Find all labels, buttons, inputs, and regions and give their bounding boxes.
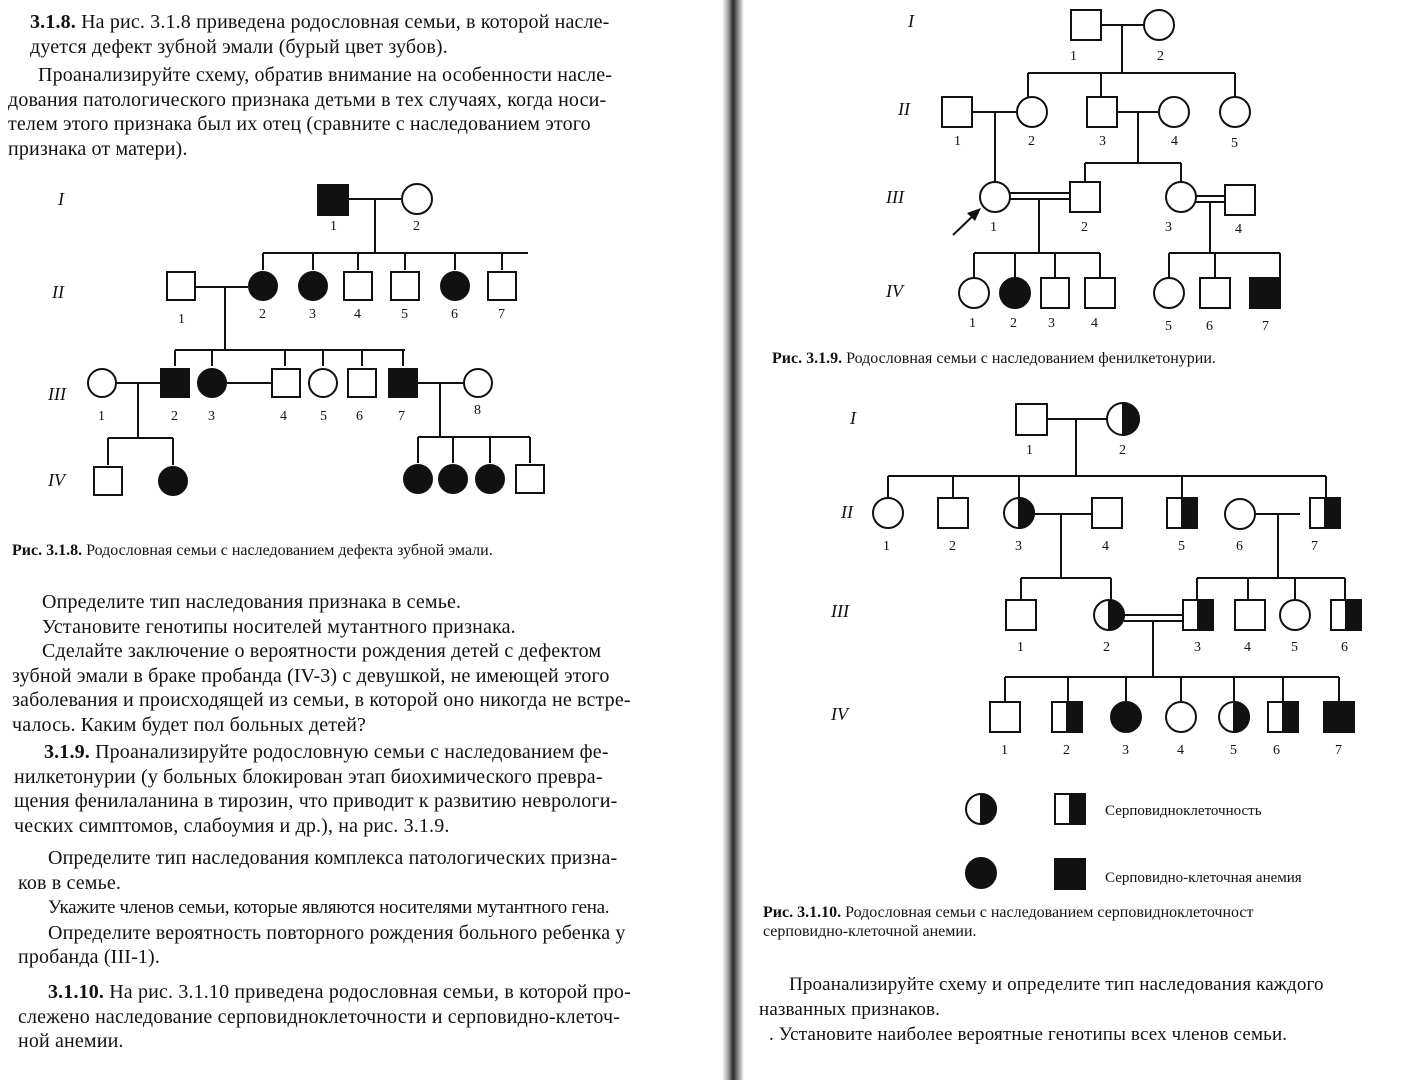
text-line: чалось. Каким будет пол больных детей? (12, 713, 367, 736)
pedigree-female-unaffected (1159, 97, 1189, 127)
individual-number: 7 (398, 409, 405, 424)
text-line: признака от матери). (8, 137, 188, 160)
pedigree-male-affected (1324, 702, 1354, 732)
paragraph-3-1-10 (18, 980, 631, 1054)
individual-number: 1 (1017, 640, 1024, 655)
individual-number: 5 (1165, 319, 1172, 334)
text-line: На рис. 3.1.8 приведена родословная семьи, в которой насле- (81, 11, 610, 33)
pedigree-figure-3-1-10 (745, 390, 1405, 910)
generation-label: IV (831, 704, 848, 724)
individual-number: 5 (1291, 640, 1298, 655)
individual-number: 7 (1262, 319, 1269, 334)
text-line: ков в семье. (18, 871, 122, 894)
problem-number-3-1-10: 3.1.10. (48, 981, 105, 1003)
caption-text: Родословная семьи с наследованием дефекта зубной эмали. (86, 542, 493, 559)
pedigree-female-unaffected (402, 184, 432, 214)
pedigree-female-unaffected (1166, 182, 1196, 212)
pedigree-female-unaffected (1220, 97, 1250, 127)
pedigree-male-unaffected (272, 369, 300, 397)
questions-3-1-9 (18, 846, 626, 970)
text-line: слежено наследование серповидноклеточности и серповидно-клеточ- (18, 1005, 621, 1028)
individual-number: 2 (259, 307, 266, 322)
pedigree-female-unaffected (309, 369, 337, 397)
legend-label-carrier: Серповидноклеточность (1105, 803, 1262, 819)
paragraph-3-1-8-intro (30, 10, 609, 59)
individual-number: 6 (1273, 743, 1280, 758)
text-line: щения фенилаланина в тирозин, что приводит к развитию неврологи- (14, 790, 618, 812)
individual-number: 6 (356, 409, 363, 424)
individual-number: 4 (1171, 134, 1178, 149)
individual-number: 7 (1335, 743, 1342, 758)
individual-number: 2 (1063, 743, 1070, 758)
text-line: Определите тип наследования комплекса патологических призна- (48, 847, 618, 869)
individual-number: 2 (1081, 220, 1088, 235)
text-line: На рис. 3.1.10 приведена родословная семьи, в которой про- (109, 981, 631, 1003)
text-line: Проанализируйте схему и определите тип наследования каждого (789, 974, 1324, 995)
individual-number: 4 (1177, 743, 1184, 758)
pedigree-female-proband (980, 182, 1010, 212)
individual-number: 1 (178, 312, 185, 327)
text-line: Определите тип наследования признака в семье. (42, 591, 462, 613)
pedigree-male-unaffected (1071, 10, 1101, 40)
pedigree-male-unaffected (344, 272, 372, 300)
generation-label: III (831, 601, 849, 621)
pedigree-male-unaffected (1070, 182, 1100, 212)
legend-male-affected-icon (1055, 859, 1085, 889)
caption-text: серповидно-клеточной анемии. (763, 923, 977, 940)
problem-number-3-1-9: 3.1.9. (44, 741, 90, 763)
pedigree-male-unaffected (990, 702, 1020, 732)
text-line: ческих симптомов, слабоумия и др.), на рис. 3.1.9. (14, 814, 450, 837)
figure-caption-3-1-9 (772, 349, 1216, 368)
book-spine (722, 0, 744, 1080)
pedigree-female-affected (159, 467, 187, 495)
individual-number: 7 (498, 307, 505, 322)
text-line: телем этого признака был их отец (сравните с наследованием этого (8, 113, 591, 135)
individual-number: 1 (883, 539, 890, 554)
generation-label: IV (886, 281, 903, 301)
text-line: пробанда (III-1). (18, 946, 161, 968)
legend-female-affected-icon (966, 858, 996, 888)
pedigree-female-affected (249, 272, 277, 300)
pedigree-female-affected (441, 272, 469, 300)
caption-label: Рис. 3.1.8. (12, 542, 83, 559)
pedigree-male-unaffected (1006, 600, 1036, 630)
individual-number: 3 (1015, 539, 1022, 554)
individual-number: 1 (969, 316, 976, 331)
individual-number: 1 (330, 219, 337, 234)
caption-text: Родословная семьи с наследованием фенилкетонурии. (846, 350, 1216, 367)
individual-number: 4 (1235, 222, 1242, 237)
individual-number: 1 (1026, 443, 1033, 458)
pedigree-male-unaffected (348, 369, 376, 397)
individual-number: 1 (1001, 743, 1008, 758)
pedigree-female-unaffected (1154, 278, 1184, 308)
pedigree-female-unaffected (88, 369, 116, 397)
text-line: Определите вероятность повторного рождения больного ребенка у (48, 921, 626, 944)
questions-3-1-8 (12, 590, 631, 737)
individual-number: 6 (1236, 539, 1243, 554)
text-line: Проанализируйте схему, обратив внимание на особенности насле- (38, 64, 613, 86)
individual-number: 5 (320, 409, 327, 424)
pedigree-male-unaffected (1200, 278, 1230, 308)
pedigree-male-unaffected (1225, 185, 1255, 215)
individual-number: 1 (1070, 49, 1077, 64)
individual-number: 5 (401, 307, 408, 322)
generation-label: II (841, 502, 853, 522)
pedigree-female-affected (198, 369, 226, 397)
text-line: зубной эмали в браке пробанда (IV-3) с девушкой, не имеющей этого (12, 664, 610, 687)
generation-label: I (58, 189, 64, 209)
paragraph-3-1-9 (14, 740, 617, 838)
text-line: названных признаков. (759, 999, 941, 1020)
individual-number: 3 (1194, 640, 1201, 655)
individual-number: 6 (451, 307, 458, 322)
generation-label: III (48, 384, 66, 404)
text-line: нилкетонурии (у больных блокирован этап биохимического превра- (14, 765, 603, 788)
pedigree-male-unaffected (94, 467, 122, 495)
pedigree-male-unaffected (1016, 404, 1047, 435)
pedigree-male-unaffected (1235, 600, 1265, 630)
pedigree-figure-3-1-8 (0, 175, 720, 535)
individual-number: 2 (1119, 443, 1126, 458)
individual-number: 3 (1099, 134, 1106, 149)
individual-number: 2 (949, 539, 956, 554)
text-line: дуется дефект зубной эмали (бурый цвет зубов). (30, 35, 448, 58)
pedigree-female-unaffected (1166, 702, 1196, 732)
individual-number: 5 (1230, 743, 1237, 758)
text-line: . Установите наиболее вероятные генотипы всех членов семьи. (769, 1024, 1288, 1045)
individual-number: 2 (171, 409, 178, 424)
individual-number: 6 (1341, 640, 1348, 655)
pedigree-female-affected (1000, 278, 1030, 308)
paragraph-3-1-8-analyze (8, 63, 612, 161)
individual-number: 3 (1048, 316, 1055, 331)
individual-number: 4 (1091, 316, 1098, 331)
generation-label: IV (48, 470, 65, 490)
generation-label: I (850, 408, 856, 428)
pedigree-figure-3-1-9 (745, 0, 1405, 345)
pedigree-female-affected (404, 465, 432, 493)
figure-caption-3-1-8 (12, 541, 493, 560)
pedigree-female-unaffected (1017, 97, 1047, 127)
pedigree-male-unaffected (1041, 278, 1069, 308)
individual-number: 4 (280, 409, 287, 424)
pedigree-male-unaffected (488, 272, 516, 300)
text-line: Укажите членов семьи, которые являются носителями мутантного гена. (48, 897, 610, 918)
individual-number: 1 (954, 134, 961, 149)
caption-text: Родословная семьи с наследованием серповидноклеточност (845, 904, 1254, 921)
pedigree-female-unaffected (1225, 499, 1255, 529)
individual-number: 1 (990, 220, 997, 235)
figure-caption-3-1-10 (763, 903, 1254, 941)
pedigree-male-unaffected (391, 272, 419, 300)
generation-label: II (52, 282, 64, 302)
individual-number: 2 (1028, 134, 1035, 149)
individual-number: 4 (354, 307, 361, 322)
individual-number: 7 (1311, 539, 1318, 554)
generation-label: III (886, 187, 904, 207)
text-line: Установите генотипы носителей мутантного признака. (42, 615, 516, 638)
text-line: Сделайте заключение о вероятности рождения детей с дефектом (42, 640, 602, 662)
pedigree-male-unaffected (1092, 498, 1122, 528)
individual-number: 2 (413, 219, 420, 234)
individual-number: 2 (1157, 49, 1164, 64)
caption-label: Рис. 3.1.10. (763, 904, 842, 921)
generation-label: I (908, 11, 914, 31)
pedigree-female-unaffected (1144, 10, 1174, 40)
pedigree-female-unaffected (959, 278, 989, 308)
legend-label-anemia: Серповидно-клеточная анемия (1105, 870, 1302, 886)
pedigree-female-unaffected (873, 498, 903, 528)
pedigree-male-affected (161, 369, 189, 397)
text-line: заболевания и происходящей из семьи, в которой оно никогда не встре- (12, 689, 631, 711)
pedigree-female-unaffected (464, 369, 492, 397)
individual-number: 3 (309, 307, 316, 322)
right-page (745, 0, 1405, 1080)
individual-number: 4 (1102, 539, 1109, 554)
pedigree-male-affected (318, 185, 348, 215)
pedigree-male-affected (389, 369, 417, 397)
text-line: ной анемии. (18, 1030, 124, 1052)
pedigree-male-unaffected (516, 465, 544, 493)
pedigree-female-affected (476, 465, 504, 493)
individual-number: 2 (1010, 316, 1017, 331)
pedigree-female-affected (299, 272, 327, 300)
individual-number: 3 (208, 409, 215, 424)
pedigree-male-unaffected (938, 498, 968, 528)
problem-number-3-1-8: 3.1.8. (30, 11, 76, 33)
caption-label: Рис. 3.1.9. (772, 350, 843, 367)
pedigree-male-unaffected (1087, 97, 1117, 127)
individual-number: 1 (98, 409, 105, 424)
pedigree-male-unaffected (1085, 278, 1115, 308)
generation-label: II (898, 99, 910, 119)
pedigree-male-unaffected (167, 272, 195, 300)
pedigree-male-unaffected (942, 97, 972, 127)
individual-number: 3 (1165, 220, 1172, 235)
text-line: дования патологического признака детьми в тех случаях, когда носи- (8, 88, 607, 111)
individual-number: 8 (474, 403, 481, 418)
individual-number: 4 (1244, 640, 1251, 655)
pedigree-female-affected (439, 465, 467, 493)
individual-number: 5 (1178, 539, 1185, 554)
tasks-3-1-10 (759, 972, 1324, 1047)
individual-number: 2 (1103, 640, 1110, 655)
text-line: Проанализируйте родословную семьи с наследованием фе- (95, 741, 609, 763)
individual-number: 3 (1122, 743, 1129, 758)
individual-number: 5 (1231, 136, 1238, 151)
pedigree-female-affected (1111, 702, 1141, 732)
pedigree-female-unaffected (1280, 600, 1310, 630)
pedigree-male-affected (1250, 278, 1280, 308)
individual-number: 6 (1206, 319, 1213, 334)
